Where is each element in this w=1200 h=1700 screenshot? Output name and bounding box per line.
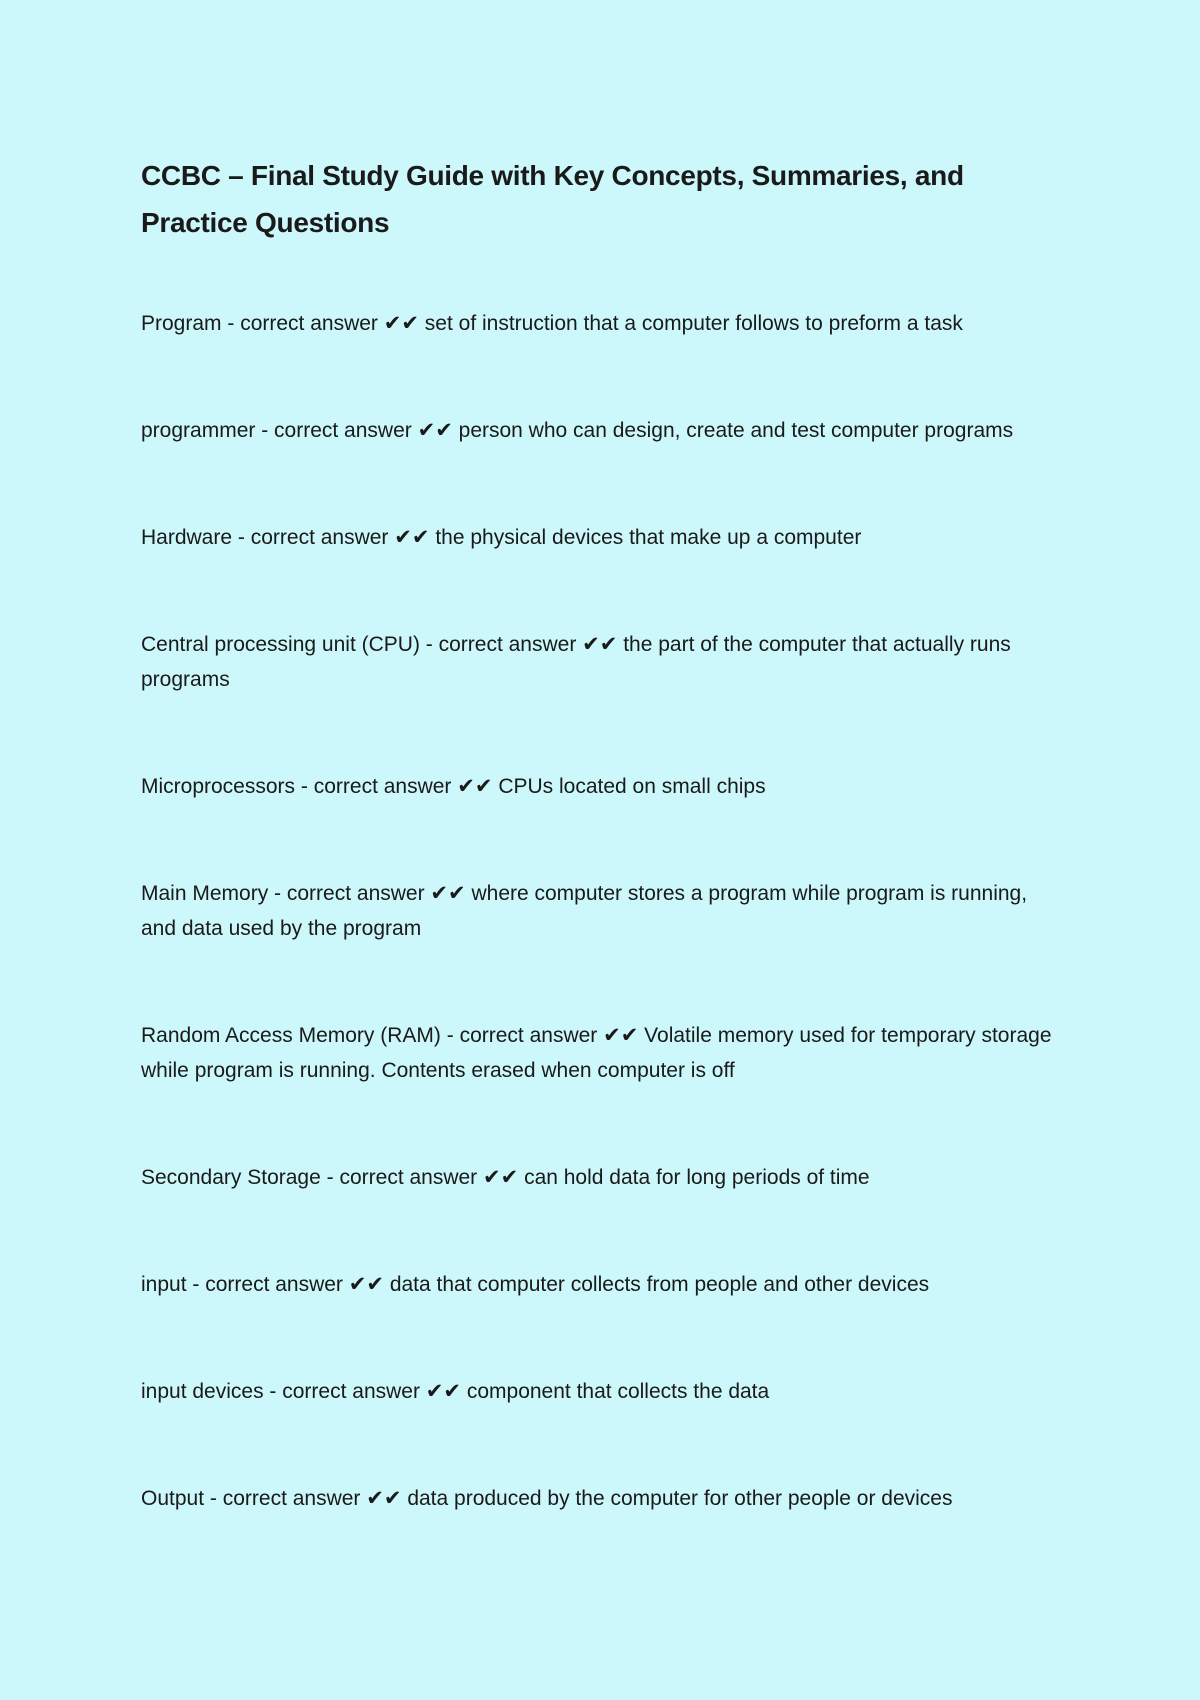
entry-definition: set of instruction that a computer follows to preform a task xyxy=(424,312,963,335)
flashcard-entry xyxy=(141,520,1061,555)
entry-definition: the part of the computer that actually runs programs xyxy=(141,633,1011,691)
flashcard-entry xyxy=(141,306,1061,341)
entry-term: Main Memory xyxy=(141,882,269,905)
flashcard-entry xyxy=(141,1374,1061,1409)
answer-marker: correct answer xyxy=(313,775,452,798)
term-separator: - xyxy=(204,1487,223,1510)
answer-marker: correct answer xyxy=(274,419,412,442)
answer-marker: correct answer xyxy=(205,1273,343,1296)
term-separator: - xyxy=(320,1166,340,1189)
answer-marker: correct answer xyxy=(339,1166,478,1189)
entry-term: input xyxy=(141,1273,187,1296)
document-title: CCBC – Final Study Guide with Key Concepts, Summaries, and Practice Questions xyxy=(141,160,964,238)
entry-definition: person who can design, create and test computer programs xyxy=(458,419,1014,442)
term-separator: - xyxy=(186,1273,206,1296)
entry-term: Central processing unit (CPU) xyxy=(141,633,420,656)
term-separator: - xyxy=(268,882,287,905)
term-separator: - xyxy=(440,1024,460,1047)
answer-marker: correct answer xyxy=(240,312,378,335)
entry-term: programmer xyxy=(141,419,256,442)
flashcard-entry xyxy=(141,769,1061,804)
answer-marker: correct answer xyxy=(438,633,577,656)
entry-term: Program xyxy=(141,312,222,335)
flashcard-entry xyxy=(141,413,1061,448)
flashcard-entry xyxy=(141,1481,1061,1516)
answer-marker: correct answer xyxy=(459,1024,598,1047)
flashcard-entry xyxy=(141,876,1061,946)
check-marks-icon: ✔✔ xyxy=(597,1024,645,1047)
term-separator: - xyxy=(221,312,241,335)
check-marks-icon: ✔✔ xyxy=(424,882,472,905)
flashcard-entry xyxy=(141,627,1061,697)
term-separator: - xyxy=(232,526,251,549)
flashcard-entry xyxy=(141,1267,1061,1302)
flashcard-entry xyxy=(141,1018,1061,1088)
entry-definition: the physical devices that make up a computer xyxy=(435,526,862,549)
term-separator: - xyxy=(263,1380,283,1403)
entry-term: Microprocessors xyxy=(141,775,296,798)
answer-marker: correct answer xyxy=(222,1487,361,1510)
check-marks-icon: ✔✔ xyxy=(576,633,624,656)
entry-term: Secondary Storage xyxy=(141,1166,321,1189)
entry-definition: CPUs located on small chips xyxy=(498,775,766,798)
entry-term: Random Access Memory (RAM) xyxy=(141,1024,441,1047)
check-marks-icon: ✔✔ xyxy=(342,1273,390,1296)
document-page xyxy=(141,152,1061,1588)
entry-term: Output xyxy=(141,1487,205,1510)
check-marks-icon: ✔✔ xyxy=(477,1166,525,1189)
term-separator: - xyxy=(419,633,439,656)
entry-definition: data produced by the computer for other people or devices xyxy=(407,1487,953,1510)
check-marks-icon: ✔✔ xyxy=(451,775,499,798)
check-marks-icon: ✔✔ xyxy=(360,1487,408,1510)
check-marks-icon: ✔✔ xyxy=(411,419,459,442)
entry-definition: component that collects the data xyxy=(466,1380,770,1403)
answer-marker: correct answer xyxy=(282,1380,420,1403)
entry-definition: data that computer collects from people and other devices xyxy=(389,1273,930,1296)
check-marks-icon: ✔✔ xyxy=(388,526,436,549)
entry-definition: where computer stores a program while program is running, and data used by the program xyxy=(141,882,1028,940)
entry-definition: Volatile memory used for temporary storage while program is running. Contents erased when computer is off xyxy=(141,1024,1052,1082)
term-separator: - xyxy=(295,775,314,798)
flashcard-list xyxy=(141,306,1061,1516)
entry-definition: can hold data for long periods of time xyxy=(524,1166,870,1189)
entry-term: input devices xyxy=(141,1380,264,1403)
term-separator: - xyxy=(255,419,275,442)
check-marks-icon: ✔✔ xyxy=(419,1380,467,1403)
flashcard-entry xyxy=(141,1160,1061,1195)
answer-marker: correct answer xyxy=(286,882,425,905)
entry-term: Hardware xyxy=(141,526,233,549)
answer-marker: correct answer xyxy=(250,526,389,549)
check-marks-icon: ✔✔ xyxy=(377,312,425,335)
